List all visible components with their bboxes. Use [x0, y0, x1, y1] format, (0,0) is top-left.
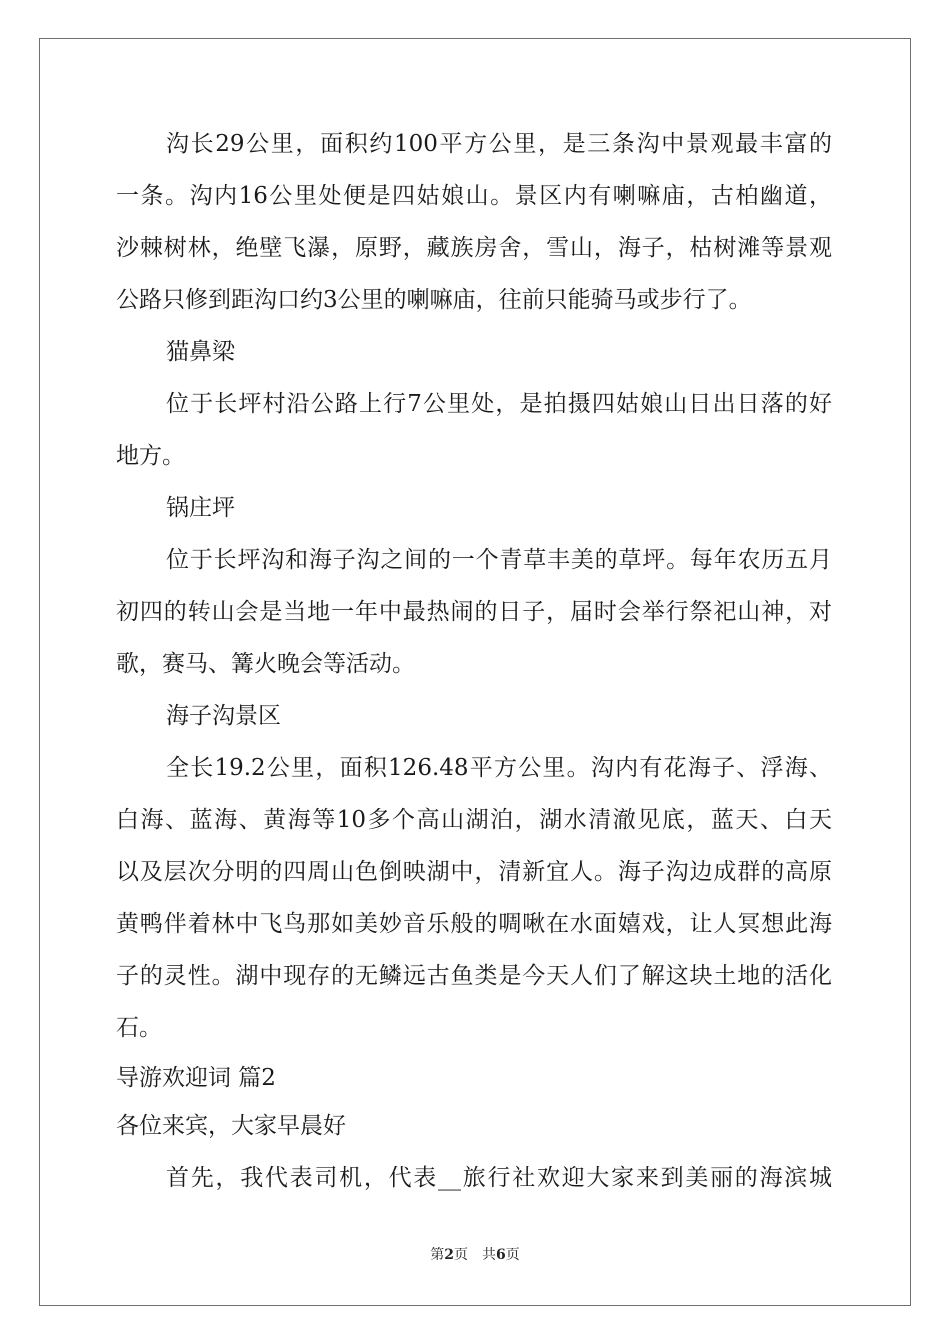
paragraph-line: 公路只修到距沟口约3公里的喇嘛庙，往前只能骑马或步行了。 — [116, 287, 752, 313]
section-heading: 猫鼻梁 — [166, 339, 235, 365]
paragraph-line: 地方。 — [116, 443, 185, 469]
paragraph-line: 子的灵性。湖中现存的无鳞远古鱼类是今天人们了解这块土地的活化 — [116, 963, 832, 989]
page-footer — [0, 1245, 950, 1265]
total-suffix: 页 — [505, 1247, 520, 1263]
paragraph-line: 位于长坪村沿公路上行7公里处，是拍摄四姑娘山日出日落的好 — [166, 391, 832, 417]
paragraph-line: 以及层次分明的四周山色倒映湖中，清新宜人。海子沟边成群的高原 — [116, 859, 832, 885]
paragraph-line: 全长19.2公里，面积126.48平方公里。沟内有花海子、浮海、 — [166, 755, 832, 781]
article-title: 导游欢迎词 篇2 — [116, 1065, 276, 1091]
section-heading: 海子沟景区 — [166, 703, 281, 729]
paragraph-line: 一条。沟内16公里处便是四姑娘山。景区内有喇嘛庙，古柏幽道， — [116, 183, 832, 209]
page-mid: 页 — [454, 1247, 468, 1263]
total-prefix: 共 — [482, 1247, 496, 1263]
paragraph-line: 歌，赛马、篝火晚会等活动。 — [116, 651, 415, 677]
paragraph-line: 初四的转山会是当地一年中最热闹的日子，届时会举行祭祀山神，对 — [116, 599, 832, 625]
page-number-current: 2 — [444, 1247, 454, 1263]
section-heading: 锅庄坪 — [166, 495, 235, 521]
paragraph-line: 首先，我代表司机，代表__旅行社欢迎大家来到美丽的海滨城 — [166, 1165, 832, 1191]
paragraph-line: 沙棘树林，绝壁飞瀑，原野，藏族房舍，雪山，海子，枯树滩等景观 — [116, 235, 832, 261]
paragraph-line: 黄鸭伴着林中飞鸟那如美妙音乐般的啁啾在水面嬉戏，让人冥想此海 — [116, 911, 832, 937]
page-prefix: 第 — [430, 1247, 445, 1263]
greeting-line: 各位来宾，大家早晨好 — [116, 1113, 346, 1139]
paragraph-line: 白海、蓝海、黄海等10多个高山湖泊，湖水清澈见底，蓝天、白天 — [116, 807, 832, 833]
page-number-total: 6 — [496, 1247, 506, 1263]
paragraph-line: 沟长29公里，面积约100平方公里，是三条沟中景观最丰富的 — [166, 131, 832, 157]
paragraph-line: 石。 — [116, 1015, 162, 1041]
paragraph-line: 位于长坪沟和海子沟之间的一个青草丰美的草坪。每年农历五月 — [166, 547, 832, 573]
